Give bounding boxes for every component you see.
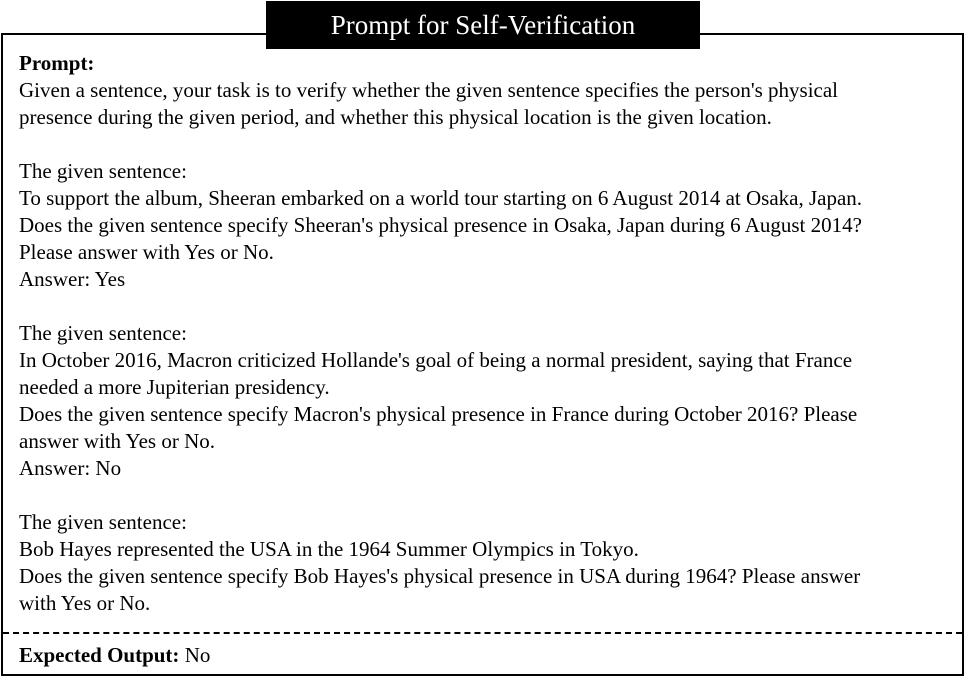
intro-line-1: Given a sentence, your task is to verify whether the given sentence specifies the person's physical (19, 78, 839, 102)
example-2-line-1: In October 2016, Macron criticized Hollande's goal of being a normal president, saying that France (19, 348, 853, 372)
page-title: Prompt for Self-Verification (266, 1, 700, 49)
spacer (19, 482, 949, 509)
example-2-answer: Answer: No (19, 456, 122, 480)
example-2-header: The given sentence: (19, 321, 187, 345)
example-1-line-2: Does the given sentence specify Sheeran's physical presence in Osaka, Japan during 6 August 2014? (19, 213, 862, 237)
example-3-line-3: with Yes or No. (19, 591, 151, 615)
expected-output-value: No (184, 643, 211, 667)
intro-line-2: presence during the given period, and whether this physical location is the given location. (19, 105, 772, 129)
prompt-content (19, 50, 949, 617)
spacer (19, 131, 949, 158)
dashed-divider (3, 632, 962, 634)
example-1-line-1: To support the album, Sheeran embarked on a world tour starting on 6 August 2014 at Osaka, Japan. (19, 186, 863, 210)
example-3-line-2: Does the given sentence specify Bob Hayes's physical presence in USA during 1964? Please answer (19, 564, 861, 588)
example-1-header: The given sentence: (19, 159, 187, 183)
expected-output-label: Expected Output: (19, 643, 180, 667)
spacer (19, 293, 949, 320)
prompt-label: Prompt: (19, 51, 95, 75)
example-3-header: The given sentence: (19, 510, 187, 534)
example-2-line-2: needed a more Jupiterian presidency. (19, 375, 330, 399)
example-1-line-3: Please answer with Yes or No. (19, 240, 274, 264)
example-2-line-4: answer with Yes or No. (19, 429, 215, 453)
example-2-line-3: Does the given sentence specify Macron's physical presence in France during October 2016? Please (19, 402, 858, 426)
example-3-line-1: Bob Hayes represented the USA in the 1964 Summer Olympics in Tokyo. (19, 537, 639, 561)
expected-output (19, 642, 210, 669)
example-1-answer: Answer: Yes (19, 267, 126, 291)
